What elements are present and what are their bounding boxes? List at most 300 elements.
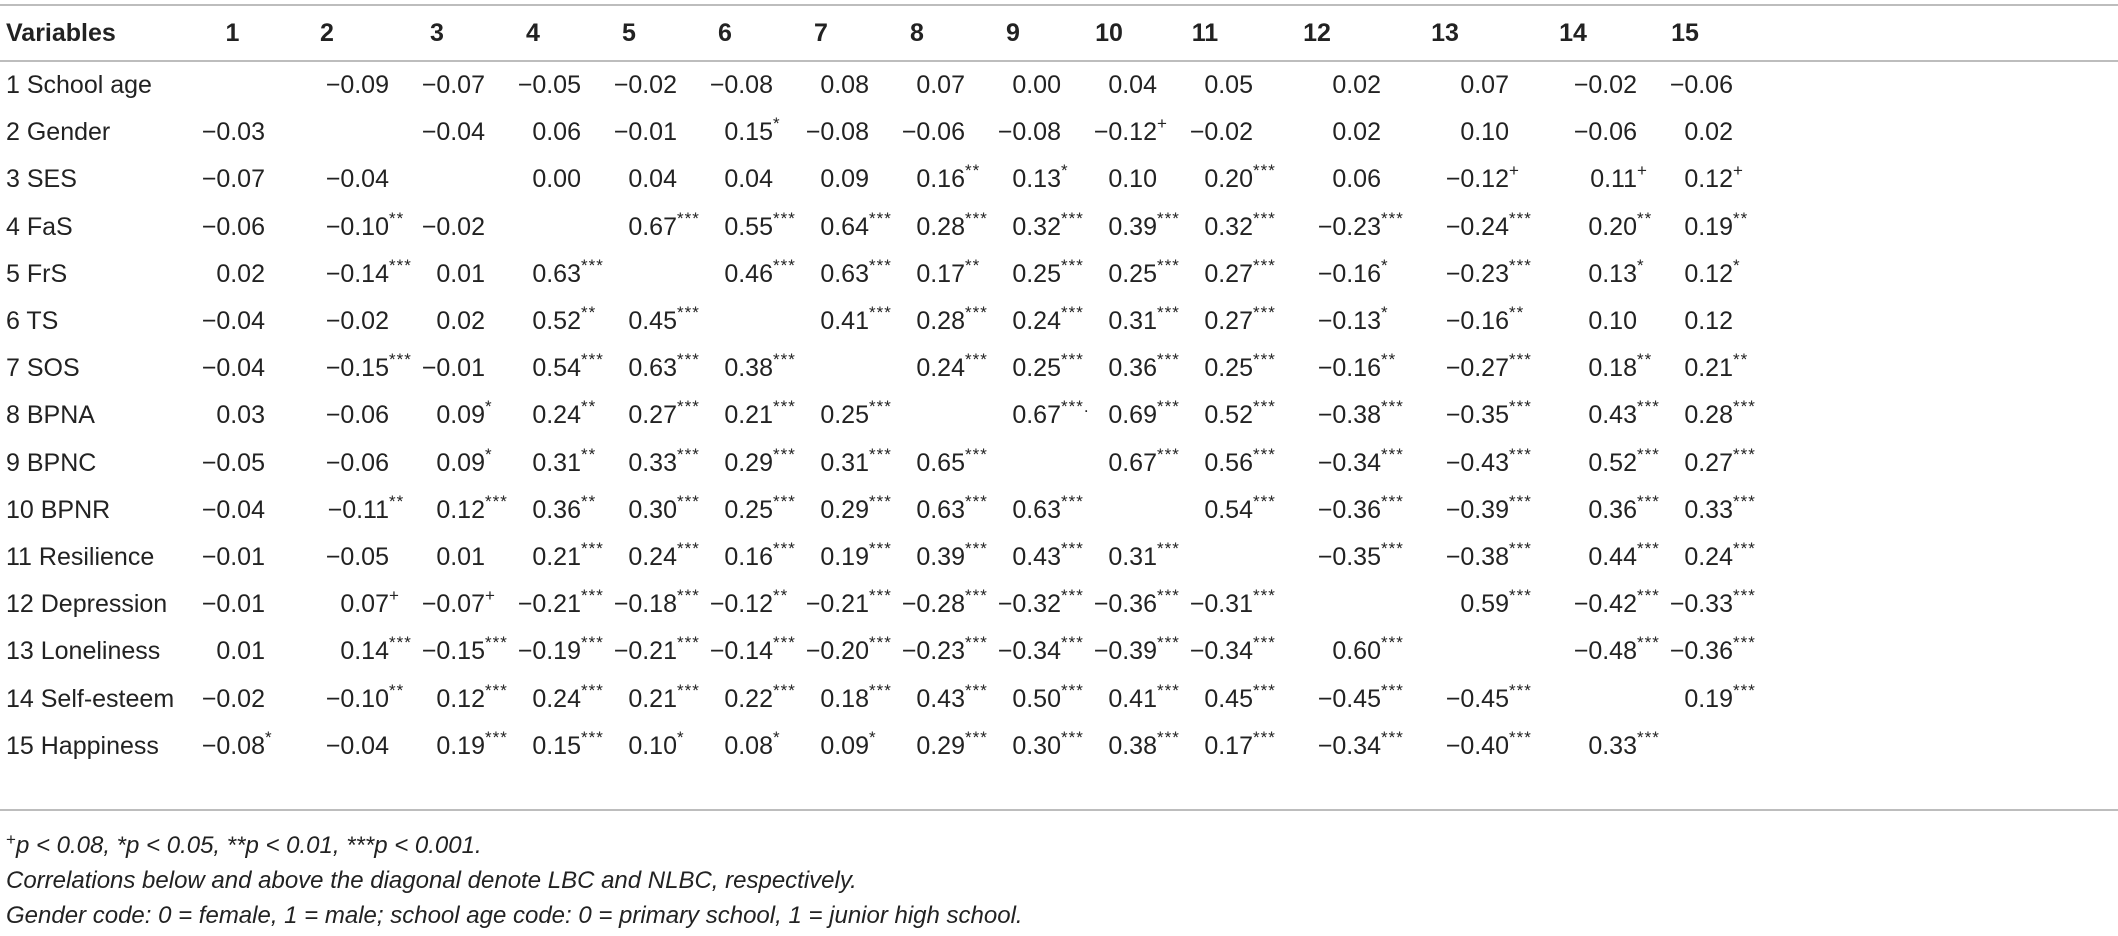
correlation-coefficient: −0.33 bbox=[1669, 590, 1733, 619]
significance-marker: *** bbox=[965, 538, 988, 558]
correlation-cell bbox=[1381, 581, 1532, 628]
correlation-value bbox=[1332, 71, 1381, 99]
correlation-cell bbox=[200, 298, 265, 345]
correlation-value bbox=[202, 449, 265, 477]
correlation-value bbox=[916, 255, 981, 288]
correlation-coefficient: 0.12 bbox=[1684, 165, 1733, 194]
footnote-plus-symbol: + bbox=[6, 830, 16, 849]
significance-marker: + bbox=[1637, 161, 1648, 181]
correlation-coefficient: 0.02 bbox=[1332, 118, 1381, 147]
correlation-cell bbox=[265, 723, 389, 770]
correlation-value bbox=[202, 213, 265, 241]
correlation-value bbox=[628, 444, 700, 477]
correlation-cell bbox=[1509, 628, 1660, 675]
correlation-value bbox=[614, 71, 677, 99]
column-header-11: 11 bbox=[1191, 18, 1219, 47]
significance-marker: *** bbox=[581, 633, 604, 653]
correlation-coefficient: −0.19 bbox=[517, 637, 581, 666]
correlation-value bbox=[1108, 165, 1157, 193]
correlation-value bbox=[1189, 633, 1276, 666]
correlation-value bbox=[1590, 161, 1648, 194]
correlation-value bbox=[422, 118, 485, 146]
correlation-coefficient: 0.18 bbox=[820, 684, 869, 713]
significance-marker: *** bbox=[773, 491, 796, 511]
correlation-value bbox=[806, 118, 869, 146]
correlation-coefficient: 0.02 bbox=[1684, 118, 1733, 147]
correlation-coefficient: 0.65 bbox=[916, 448, 965, 477]
correlation-value bbox=[1189, 586, 1276, 619]
correlation-coefficient: 0.15 bbox=[724, 118, 773, 147]
correlation-value bbox=[517, 586, 604, 619]
row-variable-label: 14 Self-esteem bbox=[6, 684, 175, 713]
significance-marker: *** bbox=[1733, 444, 1756, 464]
correlation-coefficient: 0.52 bbox=[1204, 401, 1253, 430]
correlation-value bbox=[724, 538, 796, 571]
significance-marker: *** bbox=[581, 727, 604, 747]
table-row bbox=[0, 392, 1733, 439]
correlation-coefficient: −0.34 bbox=[1317, 448, 1381, 477]
correlation-coefficient: −0.12 bbox=[1445, 165, 1509, 194]
significance-marker: *** bbox=[869, 255, 892, 275]
correlation-coefficient: 0.38 bbox=[724, 354, 773, 383]
correlation-value bbox=[997, 633, 1084, 666]
correlation-coefficient: −0.04 bbox=[325, 731, 389, 760]
significance-marker: *** bbox=[677, 397, 700, 417]
correlation-coefficient: 0.67 bbox=[628, 212, 677, 241]
correlation-cell bbox=[485, 345, 604, 392]
correlation-cell bbox=[200, 204, 265, 251]
table-row bbox=[0, 628, 1733, 675]
correlation-value bbox=[1204, 255, 1276, 288]
correlation-coefficient: −0.04 bbox=[421, 118, 485, 147]
correlation-coefficient: 0.09 bbox=[436, 401, 485, 430]
table-row bbox=[0, 109, 1733, 156]
correlation-value bbox=[202, 354, 265, 382]
correlation-value bbox=[724, 727, 781, 760]
significance-marker: *** bbox=[1509, 586, 1532, 606]
row-variable-label: 13 Loneliness bbox=[6, 637, 161, 666]
correlation-value bbox=[436, 307, 485, 335]
significance-marker: *** bbox=[1157, 680, 1180, 700]
correlation-coefficient: 0.25 bbox=[1012, 354, 1061, 383]
significance-marker: *** bbox=[1157, 255, 1180, 275]
correlation-cell bbox=[773, 109, 869, 156]
significance-marker: *** bbox=[1157, 538, 1180, 558]
significance-marker: ** bbox=[1381, 350, 1397, 370]
correlation-value bbox=[709, 633, 796, 666]
correlation-value bbox=[724, 444, 796, 477]
correlation-value bbox=[709, 586, 789, 619]
correlation-coefficient: 0.67 bbox=[1108, 448, 1157, 477]
significance-marker: *** bbox=[773, 255, 796, 275]
correlation-coefficient: 0.63 bbox=[532, 259, 581, 288]
significance-marker: *** bbox=[773, 633, 796, 653]
correlation-value bbox=[724, 350, 796, 383]
correlation-value bbox=[201, 727, 273, 760]
correlation-coefficient: −0.05 bbox=[325, 542, 389, 571]
table-row bbox=[0, 204, 1733, 251]
significance-marker: ** bbox=[773, 586, 789, 606]
significance-marker: *** bbox=[1733, 491, 1756, 511]
correlation-value bbox=[1108, 350, 1180, 383]
correlation-coefficient: 0.27 bbox=[1204, 307, 1253, 336]
significance-marker: ** bbox=[1637, 208, 1653, 228]
correlation-cell bbox=[485, 392, 597, 439]
table-row bbox=[0, 251, 1733, 298]
correlation-value bbox=[1684, 397, 1756, 430]
correlation-value bbox=[724, 680, 796, 713]
correlation-cell bbox=[265, 345, 412, 392]
correlation-value bbox=[1574, 118, 1637, 146]
column-header-variables: Variables bbox=[6, 18, 116, 47]
correlation-value bbox=[916, 538, 988, 571]
correlation-coefficient: −0.15 bbox=[325, 354, 389, 383]
correlation-value bbox=[820, 444, 892, 477]
correlation-coefficient: 0.02 bbox=[1332, 71, 1381, 100]
correlation-value bbox=[820, 397, 892, 430]
correlation-value bbox=[916, 680, 988, 713]
significance-marker: *** bbox=[1253, 491, 1276, 511]
correlation-value bbox=[1204, 444, 1276, 477]
correlation-value bbox=[805, 633, 892, 666]
correlation-coefficient: 0.39 bbox=[1108, 212, 1157, 241]
correlation-coefficient: −0.16 bbox=[1317, 259, 1381, 288]
significance-marker: *** bbox=[1061, 586, 1084, 606]
correlation-value bbox=[820, 491, 892, 524]
correlation-cell bbox=[200, 440, 265, 487]
correlation-value bbox=[1684, 255, 1741, 288]
correlation-value bbox=[820, 208, 892, 241]
correlation-coefficient: 0.21 bbox=[724, 401, 773, 430]
correlation-value bbox=[1317, 444, 1404, 477]
correlation-value bbox=[1093, 633, 1180, 666]
correlation-cell bbox=[485, 156, 581, 203]
significance-marker: *** bbox=[677, 538, 700, 558]
correlation-cell bbox=[869, 345, 988, 392]
correlation-coefficient: 0.31 bbox=[1108, 307, 1157, 336]
correlation-value bbox=[532, 303, 597, 336]
correlation-value bbox=[1012, 208, 1084, 241]
correlation-cell bbox=[200, 392, 265, 439]
correlation-coefficient: 0.36 bbox=[1108, 354, 1157, 383]
correlation-coefficient: −0.07 bbox=[201, 165, 265, 194]
correlation-table bbox=[0, 6, 1756, 770]
correlation-value bbox=[1574, 71, 1637, 99]
correlation-coefficient: −0.01 bbox=[201, 542, 265, 571]
correlation-value bbox=[820, 680, 892, 713]
correlation-value bbox=[1317, 208, 1404, 241]
correlation-coefficient: 0.31 bbox=[820, 448, 869, 477]
correlation-value bbox=[1204, 727, 1276, 760]
significance-marker: *** bbox=[1253, 255, 1276, 275]
correlation-coefficient: −0.02 bbox=[1189, 118, 1253, 147]
correlation-coefficient: 0.41 bbox=[1108, 684, 1157, 713]
correlation-value bbox=[202, 685, 265, 713]
significance-marker: *** bbox=[1157, 350, 1180, 370]
correlation-cell bbox=[265, 628, 412, 675]
correlation-coefficient: −0.38 bbox=[1445, 542, 1509, 571]
significance-marker: *** bbox=[677, 680, 700, 700]
correlation-cell bbox=[1637, 298, 1733, 345]
correlation-coefficient: 0.52 bbox=[532, 307, 581, 336]
correlation-cell bbox=[581, 204, 700, 251]
row-variable-label: 5 FrS bbox=[6, 259, 68, 288]
correlation-coefficient: 0.01 bbox=[436, 542, 485, 571]
correlation-cell bbox=[265, 251, 412, 298]
significance-marker: *** bbox=[965, 303, 988, 323]
correlation-value bbox=[326, 401, 389, 429]
correlation-coefficient: −0.02 bbox=[325, 307, 389, 336]
table-body bbox=[0, 60, 1756, 770]
correlation-coefficient: 0.60 bbox=[1332, 637, 1381, 666]
correlation-cell bbox=[200, 345, 265, 392]
correlation-coefficient: 0.52 bbox=[1588, 448, 1637, 477]
table-row bbox=[0, 487, 1733, 534]
significance-marker: + bbox=[389, 586, 400, 606]
correlation-value bbox=[1012, 350, 1084, 383]
correlation-cell bbox=[485, 298, 597, 345]
correlation-cell bbox=[1381, 298, 1525, 345]
correlation-value bbox=[532, 165, 581, 193]
correlation-coefficient: 0.25 bbox=[1108, 259, 1157, 288]
correlation-coefficient: 0.28 bbox=[916, 212, 965, 241]
correlation-value bbox=[628, 397, 700, 430]
significance-marker: *** bbox=[1733, 538, 1756, 558]
significance-marker: *** bbox=[581, 350, 604, 370]
significance-marker: *** bbox=[1381, 727, 1404, 747]
correlation-coefficient: 0.56 bbox=[1204, 448, 1253, 477]
correlation-value bbox=[1588, 307, 1637, 335]
correlation-coefficient: −0.21 bbox=[517, 590, 581, 619]
correlation-value bbox=[916, 161, 981, 194]
correlation-coefficient: 0.19 bbox=[1684, 212, 1733, 241]
significance-marker: *** bbox=[389, 633, 412, 653]
significance-marker: *** bbox=[1253, 161, 1276, 181]
correlation-cell bbox=[1253, 109, 1381, 156]
correlation-coefficient: −0.43 bbox=[1445, 448, 1509, 477]
correlation-coefficient: 0.07 bbox=[916, 71, 965, 100]
significance-marker: *** bbox=[1061, 350, 1084, 370]
correlation-cell bbox=[1157, 156, 1276, 203]
correlation-coefficient: −0.23 bbox=[901, 637, 965, 666]
significance-marker: *** bbox=[1253, 586, 1276, 606]
correlation-coefficient: 0.44 bbox=[1588, 542, 1637, 571]
correlation-value bbox=[628, 303, 700, 336]
correlation-cell bbox=[773, 723, 877, 770]
correlation-coefficient: 0.69 bbox=[1108, 401, 1157, 430]
correlation-cell bbox=[265, 298, 389, 345]
significance-marker: *** bbox=[677, 633, 700, 653]
correlation-value bbox=[628, 680, 700, 713]
significance-marker: + bbox=[1733, 161, 1744, 181]
correlation-value bbox=[1445, 161, 1520, 194]
correlation-coefficient: 0.24 bbox=[532, 401, 581, 430]
correlation-cell bbox=[200, 251, 265, 298]
row-variable-label: 7 SOS bbox=[6, 354, 80, 383]
correlation-coefficient: 0.30 bbox=[628, 495, 677, 524]
correlation-coefficient: 0.43 bbox=[1012, 542, 1061, 571]
correlation-coefficient: 0.09 bbox=[820, 165, 869, 194]
significance-marker: *** bbox=[1061, 303, 1084, 323]
correlation-cell bbox=[265, 675, 405, 722]
correlation-coefficient: 0.25 bbox=[1012, 259, 1061, 288]
column-header-12: 12 bbox=[1303, 18, 1331, 47]
significance-marker: *** bbox=[1061, 727, 1084, 747]
correlation-coefficient: −0.06 bbox=[201, 212, 265, 241]
correlation-value bbox=[1684, 444, 1756, 477]
significance-marker: *** bbox=[677, 350, 700, 370]
significance-marker: *** bbox=[581, 255, 604, 275]
correlation-coefficient: 0.39 bbox=[916, 542, 965, 571]
correlation-value bbox=[916, 727, 988, 760]
significance-marker: ** bbox=[389, 491, 405, 511]
correlation-coefficient: −0.08 bbox=[201, 731, 265, 760]
correlation-value bbox=[1332, 118, 1381, 146]
correlation-value bbox=[436, 543, 485, 571]
significance-marker: *** bbox=[1157, 586, 1180, 606]
correlation-coefficient: 0.28 bbox=[916, 307, 965, 336]
correlation-coefficient: 0.13 bbox=[1012, 165, 1061, 194]
correlation-value bbox=[628, 538, 700, 571]
correlation-coefficient: 0.12 bbox=[1684, 307, 1733, 336]
correlation-cell bbox=[265, 392, 389, 439]
correlation-coefficient: −0.12 bbox=[709, 590, 773, 619]
correlation-coefficient: −0.06 bbox=[325, 448, 389, 477]
table-bottom-rule bbox=[0, 809, 2118, 811]
significance-marker: * bbox=[1061, 161, 1069, 181]
correlation-coefficient: 0.54 bbox=[532, 354, 581, 383]
correlation-cell bbox=[265, 534, 389, 581]
correlation-coefficient: 0.41 bbox=[820, 307, 869, 336]
significance-marker: *** bbox=[1381, 208, 1404, 228]
correlation-value bbox=[997, 586, 1084, 619]
correlation-coefficient: −0.11 bbox=[327, 495, 389, 524]
correlation-value bbox=[1204, 303, 1276, 336]
correlation-coefficient: 0.18 bbox=[1588, 354, 1637, 383]
correlation-value bbox=[613, 633, 700, 666]
correlation-value bbox=[916, 303, 988, 336]
correlation-cell bbox=[869, 156, 981, 203]
significance-marker: *** bbox=[773, 397, 796, 417]
correlation-coefficient: 0.21 bbox=[1684, 354, 1733, 383]
correlation-value bbox=[1108, 444, 1180, 477]
correlation-coefficient: −0.04 bbox=[325, 165, 389, 194]
significance-marker: *** bbox=[677, 491, 700, 511]
correlation-coefficient: 0.06 bbox=[532, 118, 581, 147]
correlation-value bbox=[1445, 397, 1532, 430]
correlation-coefficient: 0.08 bbox=[724, 731, 773, 760]
significance-marker: ** bbox=[1733, 208, 1749, 228]
correlation-value bbox=[1670, 71, 1733, 99]
correlation-coefficient: 0.12 bbox=[436, 684, 485, 713]
column-header-10: 10 bbox=[1095, 18, 1123, 47]
correlation-coefficient: 0.43 bbox=[916, 684, 965, 713]
correlation-value bbox=[1588, 255, 1645, 288]
correlation-value bbox=[326, 165, 389, 193]
column-header-9: 9 bbox=[1006, 18, 1020, 47]
correlation-cell bbox=[1381, 109, 1509, 156]
correlation-cell bbox=[1381, 156, 1520, 203]
significance-marker: * bbox=[1381, 303, 1389, 323]
row-variable-label: 10 BPNR bbox=[6, 495, 111, 524]
significance-marker: *** bbox=[1061, 680, 1084, 700]
correlation-coefficient: −0.45 bbox=[1317, 684, 1381, 713]
correlation-cell bbox=[1157, 109, 1253, 156]
significance-marker: ***. bbox=[1061, 397, 1090, 417]
correlation-value bbox=[710, 71, 773, 99]
correlation-value bbox=[1684, 538, 1756, 571]
correlation-coefficient: 0.06 bbox=[1332, 165, 1381, 194]
column-header-15: 15 bbox=[1671, 18, 1699, 47]
correlation-cell bbox=[677, 156, 773, 203]
correlation-value bbox=[326, 732, 389, 760]
correlation-value bbox=[1588, 491, 1660, 524]
significance-marker: * bbox=[773, 727, 781, 747]
correlation-value bbox=[202, 543, 265, 571]
correlation-value bbox=[1445, 491, 1532, 524]
correlation-coefficient: 0.19 bbox=[436, 731, 485, 760]
correlation-value bbox=[1460, 71, 1509, 99]
correlation-value bbox=[1093, 586, 1180, 619]
correlation-value bbox=[202, 307, 265, 335]
significance-marker: *** bbox=[1061, 208, 1084, 228]
correlation-value bbox=[340, 586, 400, 619]
significance-marker: *** bbox=[1061, 255, 1084, 275]
correlation-value bbox=[421, 586, 496, 619]
correlation-coefficient: 0.05 bbox=[1204, 71, 1253, 100]
correlation-cell bbox=[485, 534, 604, 581]
correlation-value bbox=[628, 350, 700, 383]
correlation-value bbox=[628, 727, 685, 760]
correlation-value bbox=[326, 543, 389, 571]
correlation-value bbox=[614, 118, 677, 146]
correlation-value bbox=[1317, 255, 1389, 288]
correlation-coefficient: −0.02 bbox=[201, 684, 265, 713]
correlation-value bbox=[1012, 397, 1090, 430]
correlation-value bbox=[1684, 680, 1756, 713]
correlation-value bbox=[820, 255, 892, 288]
correlation-cell bbox=[265, 156, 389, 203]
correlation-cell bbox=[265, 581, 400, 628]
significance-marker: *** bbox=[485, 633, 508, 653]
significance-marker: ** bbox=[1637, 350, 1653, 370]
correlation-value bbox=[1445, 680, 1532, 713]
significance-marker: *** bbox=[1253, 208, 1276, 228]
correlation-coefficient: −0.23 bbox=[1445, 259, 1509, 288]
correlation-coefficient: 0.24 bbox=[628, 542, 677, 571]
correlation-coefficient: 0.25 bbox=[1204, 354, 1253, 383]
correlation-value bbox=[1317, 491, 1404, 524]
correlation-value bbox=[326, 449, 389, 477]
correlation-coefficient: 0.46 bbox=[724, 259, 773, 288]
correlation-value bbox=[1317, 350, 1397, 383]
significance-marker: *** bbox=[869, 303, 892, 323]
significance-marker: *** bbox=[1509, 255, 1532, 275]
correlation-coefficient: −0.06 bbox=[1669, 71, 1733, 100]
correlation-value bbox=[1108, 208, 1180, 241]
footnote-diagonal: Correlations below and above the diagonal denote LBC and NLBC, respectively. bbox=[6, 867, 857, 894]
correlation-coefficient: −0.14 bbox=[325, 259, 389, 288]
correlation-coefficient: 0.15 bbox=[532, 731, 581, 760]
significance-marker: * bbox=[485, 397, 493, 417]
correlation-cell bbox=[773, 156, 869, 203]
correlation-coefficient: −0.21 bbox=[805, 590, 869, 619]
significance-marker: * bbox=[1381, 255, 1389, 275]
significance-marker: *** bbox=[1637, 633, 1660, 653]
correlation-value bbox=[916, 71, 965, 99]
significance-marker: *** bbox=[677, 586, 700, 606]
correlation-coefficient: −0.34 bbox=[1189, 637, 1253, 666]
